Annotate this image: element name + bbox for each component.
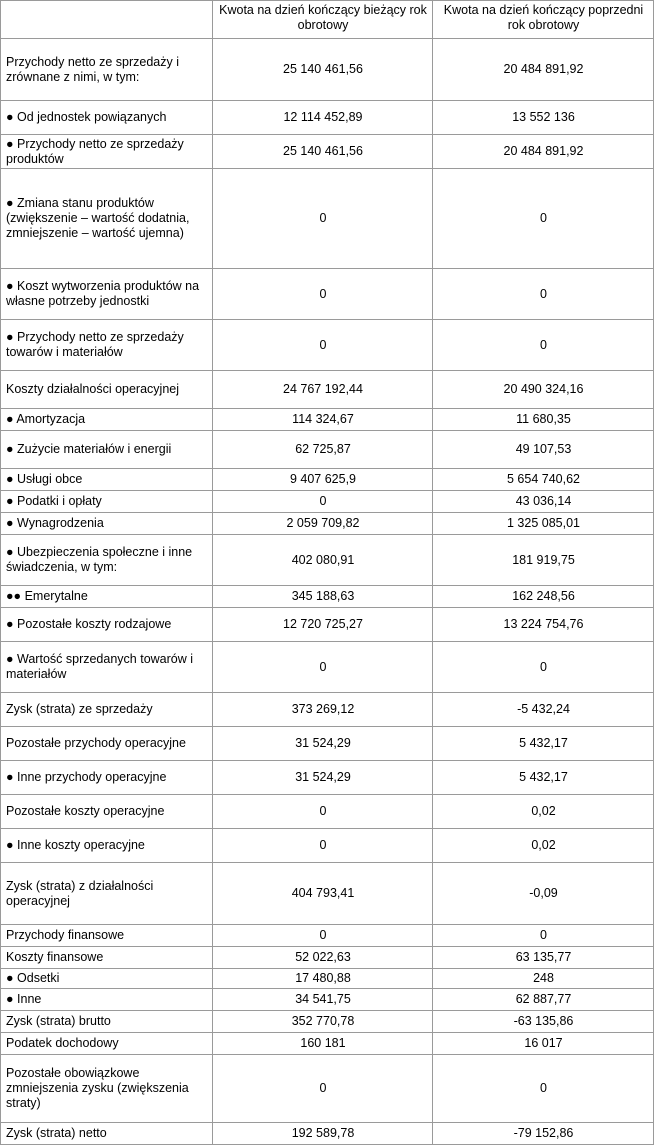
current-year-value: 12 114 452,89	[213, 101, 433, 135]
table-row	[1, 969, 654, 989]
current-year-value: 31 524,29	[213, 727, 433, 761]
current-year-value: 160 181	[213, 1033, 433, 1055]
current-year-value: 34 541,75	[213, 989, 433, 1011]
previous-year-value: 20 484 891,92	[433, 135, 654, 169]
current-year-value: 404 793,41	[213, 863, 433, 925]
row-label: ●● Emerytalne	[1, 586, 213, 608]
current-year-value: 25 140 461,56	[213, 39, 433, 101]
previous-year-value: 5 432,17	[433, 761, 654, 795]
row-label: Koszty finansowe	[1, 947, 213, 969]
current-year-value: 12 720 725,27	[213, 608, 433, 642]
row-label: ● Przychody netto ze sprzedaży produktów	[1, 135, 213, 169]
table-row	[1, 925, 654, 947]
table-row	[1, 371, 654, 409]
previous-year-value: 0	[433, 925, 654, 947]
table-row	[1, 693, 654, 727]
current-year-value: 0	[213, 269, 433, 320]
previous-year-value: 5 432,17	[433, 727, 654, 761]
row-label: Pozostałe obowiązkowe zmniejszenia zysku (zwiększenia straty)	[1, 1055, 213, 1123]
previous-year-value: 0,02	[433, 795, 654, 829]
table-row	[1, 1123, 654, 1145]
row-label: ● Wartość sprzedanych towarów i materiałów	[1, 642, 213, 693]
row-label: Koszty działalności operacyjnej	[1, 371, 213, 409]
table-row	[1, 431, 654, 469]
previous-year-value: 5 654 740,62	[433, 469, 654, 491]
previous-year-value: -5 432,24	[433, 693, 654, 727]
table-row	[1, 513, 654, 535]
row-label: ● Pozostałe koszty rodzajowe	[1, 608, 213, 642]
table-row	[1, 39, 654, 101]
current-year-value: 52 022,63	[213, 947, 433, 969]
table-row	[1, 727, 654, 761]
table-row	[1, 320, 654, 371]
header-current-year: Kwota na dzień kończący bieżący rok obrotowy	[213, 1, 433, 39]
table-row	[1, 761, 654, 795]
header-previous-year: Kwota na dzień kończący poprzedni rok obrotowy	[433, 1, 654, 39]
previous-year-value: -63 135,86	[433, 1011, 654, 1033]
previous-year-value: 63 135,77	[433, 947, 654, 969]
table-row	[1, 642, 654, 693]
table-row	[1, 586, 654, 608]
table-row	[1, 608, 654, 642]
previous-year-value: 20 490 324,16	[433, 371, 654, 409]
previous-year-value: 16 017	[433, 1033, 654, 1055]
row-label: ● Od jednostek powiązanych	[1, 101, 213, 135]
current-year-value: 25 140 461,56	[213, 135, 433, 169]
row-label: ● Przychody netto ze sprzedaży towarów i materiałów	[1, 320, 213, 371]
table-row	[1, 491, 654, 513]
current-year-value: 114 324,67	[213, 409, 433, 431]
row-label: Podatek dochodowy	[1, 1033, 213, 1055]
current-year-value: 0	[213, 829, 433, 863]
previous-year-value: 0	[433, 320, 654, 371]
current-year-value: 373 269,12	[213, 693, 433, 727]
previous-year-value: 181 919,75	[433, 535, 654, 586]
table-row	[1, 989, 654, 1011]
table-row	[1, 947, 654, 969]
table-row	[1, 535, 654, 586]
table-row	[1, 169, 654, 269]
previous-year-value: 43 036,14	[433, 491, 654, 513]
row-label: Przychody netto ze sprzedaży i zrównane z nimi, w tym:	[1, 39, 213, 101]
current-year-value: 352 770,78	[213, 1011, 433, 1033]
current-year-value: 192 589,78	[213, 1123, 433, 1145]
current-year-value: 0	[213, 642, 433, 693]
previous-year-value: 1 325 085,01	[433, 513, 654, 535]
row-label: Zysk (strata) netto	[1, 1123, 213, 1145]
header-label-cell	[1, 1, 213, 39]
previous-year-value: 0	[433, 169, 654, 269]
row-label: Zysk (strata) z działalności operacyjnej	[1, 863, 213, 925]
previous-year-value: 62 887,77	[433, 989, 654, 1011]
current-year-value: 402 080,91	[213, 535, 433, 586]
row-label: ● Usługi obce	[1, 469, 213, 491]
row-label: Pozostałe przychody operacyjne	[1, 727, 213, 761]
row-label: ● Inne przychody operacyjne	[1, 761, 213, 795]
row-label: ● Zużycie materiałów i energii	[1, 431, 213, 469]
previous-year-value: -79 152,86	[433, 1123, 654, 1145]
table-row	[1, 409, 654, 431]
row-label: ● Wynagrodzenia	[1, 513, 213, 535]
table-row	[1, 795, 654, 829]
current-year-value: 0	[213, 320, 433, 371]
current-year-value: 2 059 709,82	[213, 513, 433, 535]
row-label: ● Zmiana stanu produktów (zwiększenie – wartość dodatnia, zmniejszenie – wartość ujemna)	[1, 169, 213, 269]
previous-year-value: 162 248,56	[433, 586, 654, 608]
previous-year-value: 13 224 754,76	[433, 608, 654, 642]
row-label: ● Podatki i opłaty	[1, 491, 213, 513]
row-label: ● Inne koszty operacyjne	[1, 829, 213, 863]
previous-year-value: 20 484 891,92	[433, 39, 654, 101]
current-year-value: 9 407 625,9	[213, 469, 433, 491]
table-row	[1, 101, 654, 135]
previous-year-value: -0,09	[433, 863, 654, 925]
table-row	[1, 269, 654, 320]
table-row	[1, 135, 654, 169]
current-year-value: 24 767 192,44	[213, 371, 433, 409]
row-label: ● Odsetki	[1, 969, 213, 989]
current-year-value: 62 725,87	[213, 431, 433, 469]
row-label: ● Koszt wytworzenia produktów na własne potrzeby jednostki	[1, 269, 213, 320]
previous-year-value: 11 680,35	[433, 409, 654, 431]
table-row	[1, 1011, 654, 1033]
row-label: ● Ubezpieczenia społeczne i inne świadczenia, w tym:	[1, 535, 213, 586]
table-row	[1, 863, 654, 925]
previous-year-value: 0,02	[433, 829, 654, 863]
table-body	[1, 39, 654, 1145]
row-label: ● Inne	[1, 989, 213, 1011]
current-year-value: 0	[213, 925, 433, 947]
previous-year-value: 248	[433, 969, 654, 989]
current-year-value: 17 480,88	[213, 969, 433, 989]
previous-year-value: 0	[433, 1055, 654, 1123]
header-row	[1, 1, 654, 39]
current-year-value: 345 188,63	[213, 586, 433, 608]
current-year-value: 0	[213, 169, 433, 269]
row-label: ● Amortyzacja	[1, 409, 213, 431]
row-label: Zysk (strata) brutto	[1, 1011, 213, 1033]
table-row	[1, 829, 654, 863]
current-year-value: 0	[213, 491, 433, 513]
current-year-value: 31 524,29	[213, 761, 433, 795]
previous-year-value: 0	[433, 269, 654, 320]
table-row	[1, 1055, 654, 1123]
table-row	[1, 469, 654, 491]
table-row	[1, 1033, 654, 1055]
row-label: Zysk (strata) ze sprzedaży	[1, 693, 213, 727]
row-label: Przychody finansowe	[1, 925, 213, 947]
previous-year-value: 49 107,53	[433, 431, 654, 469]
row-label: Pozostałe koszty operacyjne	[1, 795, 213, 829]
previous-year-value: 0	[433, 642, 654, 693]
previous-year-value: 13 552 136	[433, 101, 654, 135]
current-year-value: 0	[213, 1055, 433, 1123]
current-year-value: 0	[213, 795, 433, 829]
